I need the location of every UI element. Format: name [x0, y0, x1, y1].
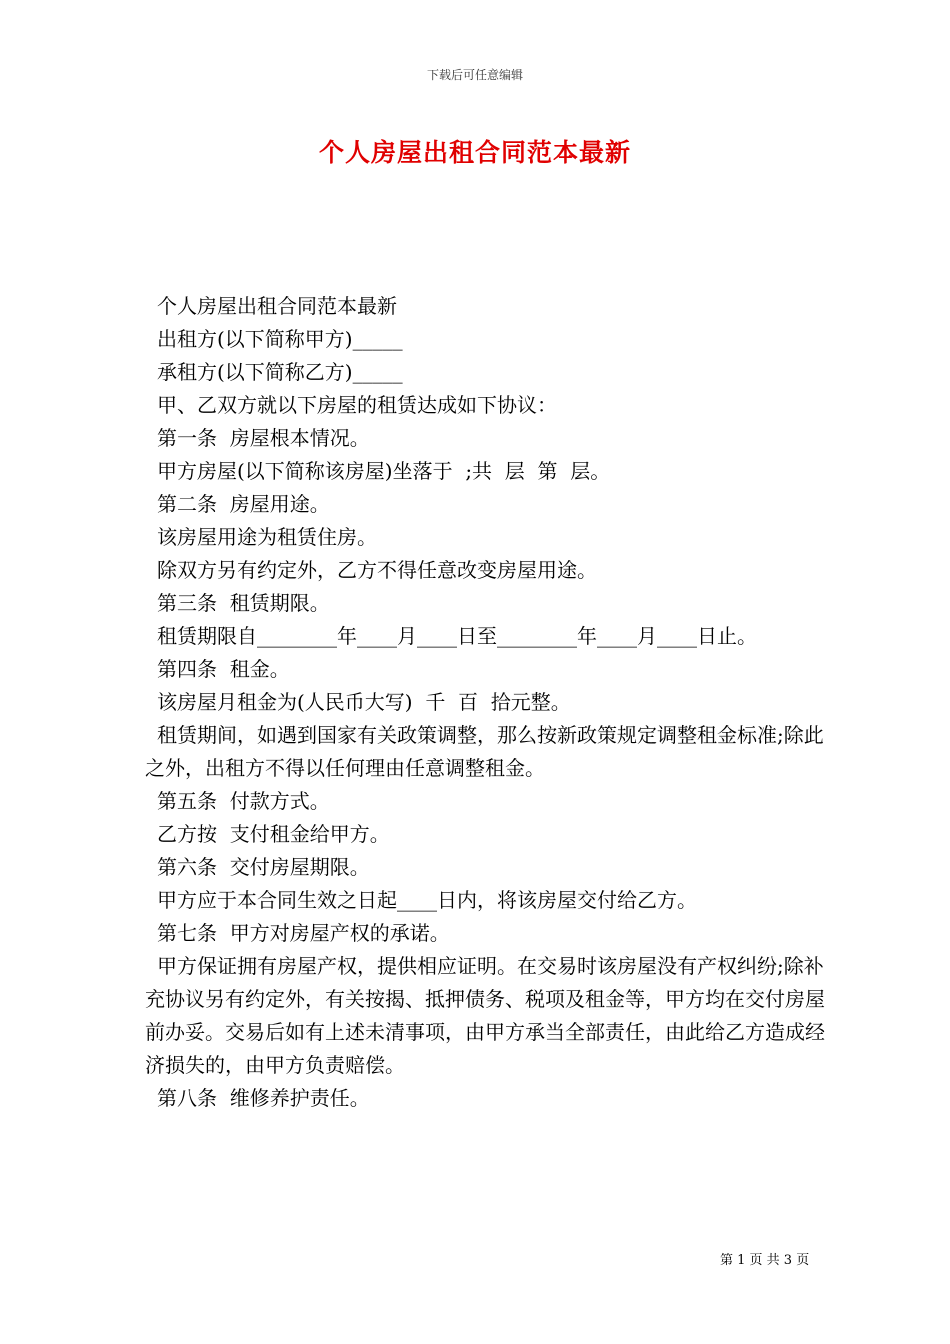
paragraph: 该房屋用途为租赁住房。	[157, 525, 377, 549]
header-note: 下载后可任意编辑	[426, 68, 523, 82]
paragraph: 出租方(以下简称甲方)_____	[157, 327, 403, 351]
paragraph: 该房屋月租金为(人民币大写) 千 百 拾元整。	[157, 690, 571, 714]
paragraph: 第八条 维修养护责任。	[157, 1086, 370, 1110]
paragraph: 乙方按 支付租金给甲方。	[157, 822, 390, 846]
paragraph: 第四条 租金。	[157, 657, 290, 681]
paragraph: 第三条 租赁期限。	[157, 591, 330, 615]
paragraph: 第二条 房屋用途。	[157, 492, 330, 516]
paragraph: 甲方应于本合同生效之日起____日内，将该房屋交付给乙方。	[157, 888, 697, 912]
paragraph: 甲方房屋(以下简称该房屋)坐落于 ;共 层 第 层。	[157, 459, 611, 483]
paragraph: 租赁期间，如遇到国家有关政策调整，那么按新政策规定调整租金标准;除此之外，出租方不得以任何理由任意调整租金。	[145, 723, 824, 780]
page-number-footer: 第 1 页 共 3 页	[720, 1253, 810, 1268]
paragraph: 第六条 交付房屋期限。	[157, 855, 370, 879]
paragraph: 承租方(以下简称乙方)_____	[157, 360, 403, 384]
paragraph: 第一条 房屋根本情况。	[157, 426, 370, 450]
paragraph: 甲方保证拥有房屋产权，提供相应证明。在交易时该房屋没有产权纠纷;除补充协议另有约定外，有关按揭、抵押债务、税项及租金等，甲方均在交付房屋前办妥。交易后如有上述未清事项，由甲方承当全部责任，由此给乙方造成经济损失的，由甲方负责赔偿。	[145, 954, 825, 1077]
paragraph: 第七条 甲方对房屋产权的承诺。	[157, 921, 450, 945]
document-title: 个人房屋出租合同范本最新	[318, 138, 631, 167]
paragraph: 个人房屋出租合同范本最新	[157, 294, 397, 318]
paragraph: 除双方另有约定外，乙方不得任意改变房屋用途。	[157, 558, 597, 582]
paragraph: 甲、乙双方就以下房屋的租赁达成如下协议：	[157, 393, 557, 417]
paragraph: 租赁期限自________年____月____日至________年____月____日止。	[157, 624, 757, 648]
document-body	[145, 290, 825, 1115]
paragraph: 第五条 付款方式。	[157, 789, 330, 813]
